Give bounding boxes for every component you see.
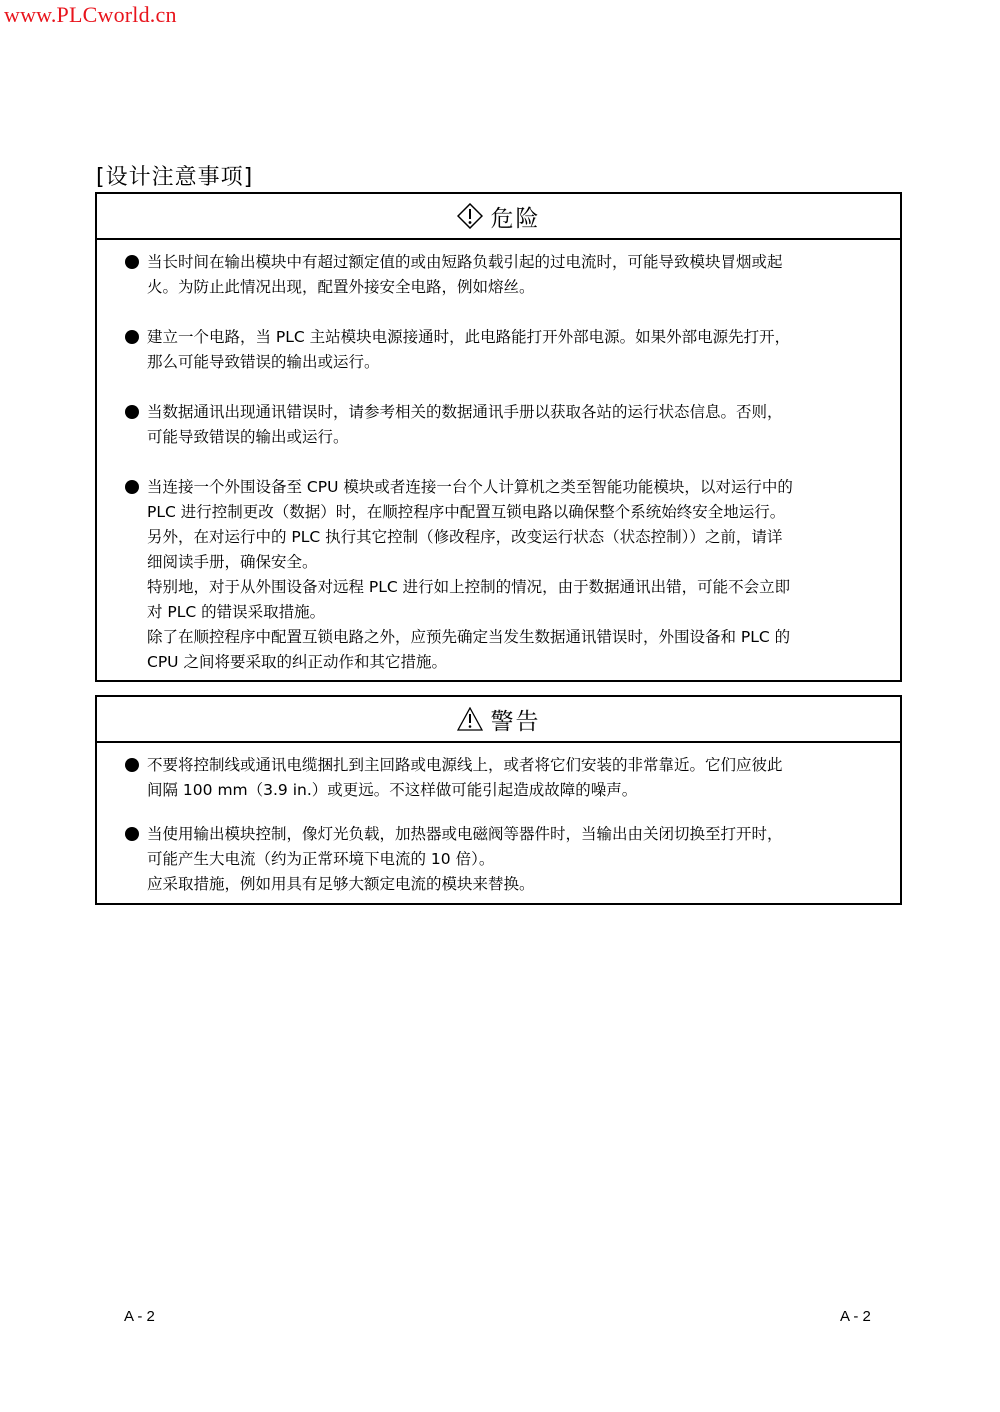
item-line: PLC 进行控制更改（数据）时，在顺控程序中配置互锁电路以确保整个系统始终安全地运行。 xyxy=(147,503,786,521)
warning-item xyxy=(125,822,864,897)
item-line: 细阅读手册，确保安全。 xyxy=(147,553,318,571)
item-line: 另外，在对运行中的 PLC 执行其它控制（修改程序，改变运行状态（状态控制））之前，请详 xyxy=(147,528,783,546)
watermark: www.PLCworld.cn xyxy=(4,2,177,27)
bullet-icon xyxy=(125,480,139,494)
item-line: 当数据通讯出现通讯错误时，请参考相关的数据通讯手册以获取各站的运行状态信息。否则， xyxy=(147,403,783,421)
item-line: 当连接一个外围设备至 CPU 模块或者连接一台个人计算机之类至智能功能模块，以对运行中的 xyxy=(147,478,793,496)
page-number-right: A - 2 xyxy=(840,1308,871,1325)
page-number-left: A - 2 xyxy=(124,1308,155,1325)
item-line: 间隔 100 mm（3.9 in.）或更远。不这样做可能引起造成故障的噪声。 xyxy=(147,781,638,799)
warning-items xyxy=(97,743,900,897)
bullet-icon xyxy=(125,758,139,772)
danger-item xyxy=(125,325,864,375)
danger-header xyxy=(97,194,900,240)
danger-title: 危险 xyxy=(490,205,541,232)
item-line: 应采取措施，例如用具有足够大额定电流的模块来替换。 xyxy=(147,875,535,893)
danger-box xyxy=(95,192,902,682)
item-line: 对 PLC 的错误采取措施。 xyxy=(147,603,326,621)
item-line: CPU 之间将要采取的纠正动作和其它措施。 xyxy=(147,653,447,671)
warning-box xyxy=(95,695,902,905)
bullet-icon xyxy=(125,405,139,419)
item-line: 不要将控制线或通讯电缆捆扎到主回路或电源线上，或者将它们安装的非常靠近。它们应彼此 xyxy=(147,756,783,774)
item-line: 可能产生大电流（约为正常环境下电流的 10 倍）。 xyxy=(147,850,495,868)
warning-triangle-icon xyxy=(457,707,483,731)
item-line: 特别地，对于从外围设备对远程 PLC 进行如上控制的情况，由于数据通讯出错，可能不会立即 xyxy=(147,578,791,596)
item-line: 可能导致错误的输出或运行。 xyxy=(147,428,349,446)
bullet-icon xyxy=(125,255,139,269)
danger-item xyxy=(125,400,864,450)
item-line: 当使用输出模块控制，像灯光负载，加热器或电磁阀等器件时，当输出由关闭切换至打开时， xyxy=(147,825,783,843)
bullet-icon xyxy=(125,330,139,344)
warning-header xyxy=(97,697,900,743)
warning-item xyxy=(125,753,864,803)
danger-item xyxy=(125,250,864,300)
danger-item xyxy=(125,475,864,675)
item-line: 当长时间在输出模块中有超过额定值的或由短路负载引起的过电流时，可能导致模块冒烟或起 xyxy=(147,253,783,271)
danger-items xyxy=(97,240,900,675)
bullet-icon xyxy=(125,827,139,841)
warning-title: 警告 xyxy=(490,708,541,735)
item-line: 建立一个电路，当 PLC 主站模块电源接通时，此电路能打开外部电源。如果外部电源先打开， xyxy=(147,328,791,346)
item-line: 那么可能导致错误的输出或运行。 xyxy=(147,353,380,371)
item-line: 火。为防止此情况出现，配置外接安全电路，例如熔丝。 xyxy=(147,278,535,296)
danger-diamond-icon xyxy=(457,203,483,229)
item-line: 除了在顺控程序中配置互锁电路之外，应预先确定当发生数据通讯错误时，外围设备和 PLC 的 xyxy=(147,628,791,646)
section-title: [设计注意事项] xyxy=(96,165,254,190)
